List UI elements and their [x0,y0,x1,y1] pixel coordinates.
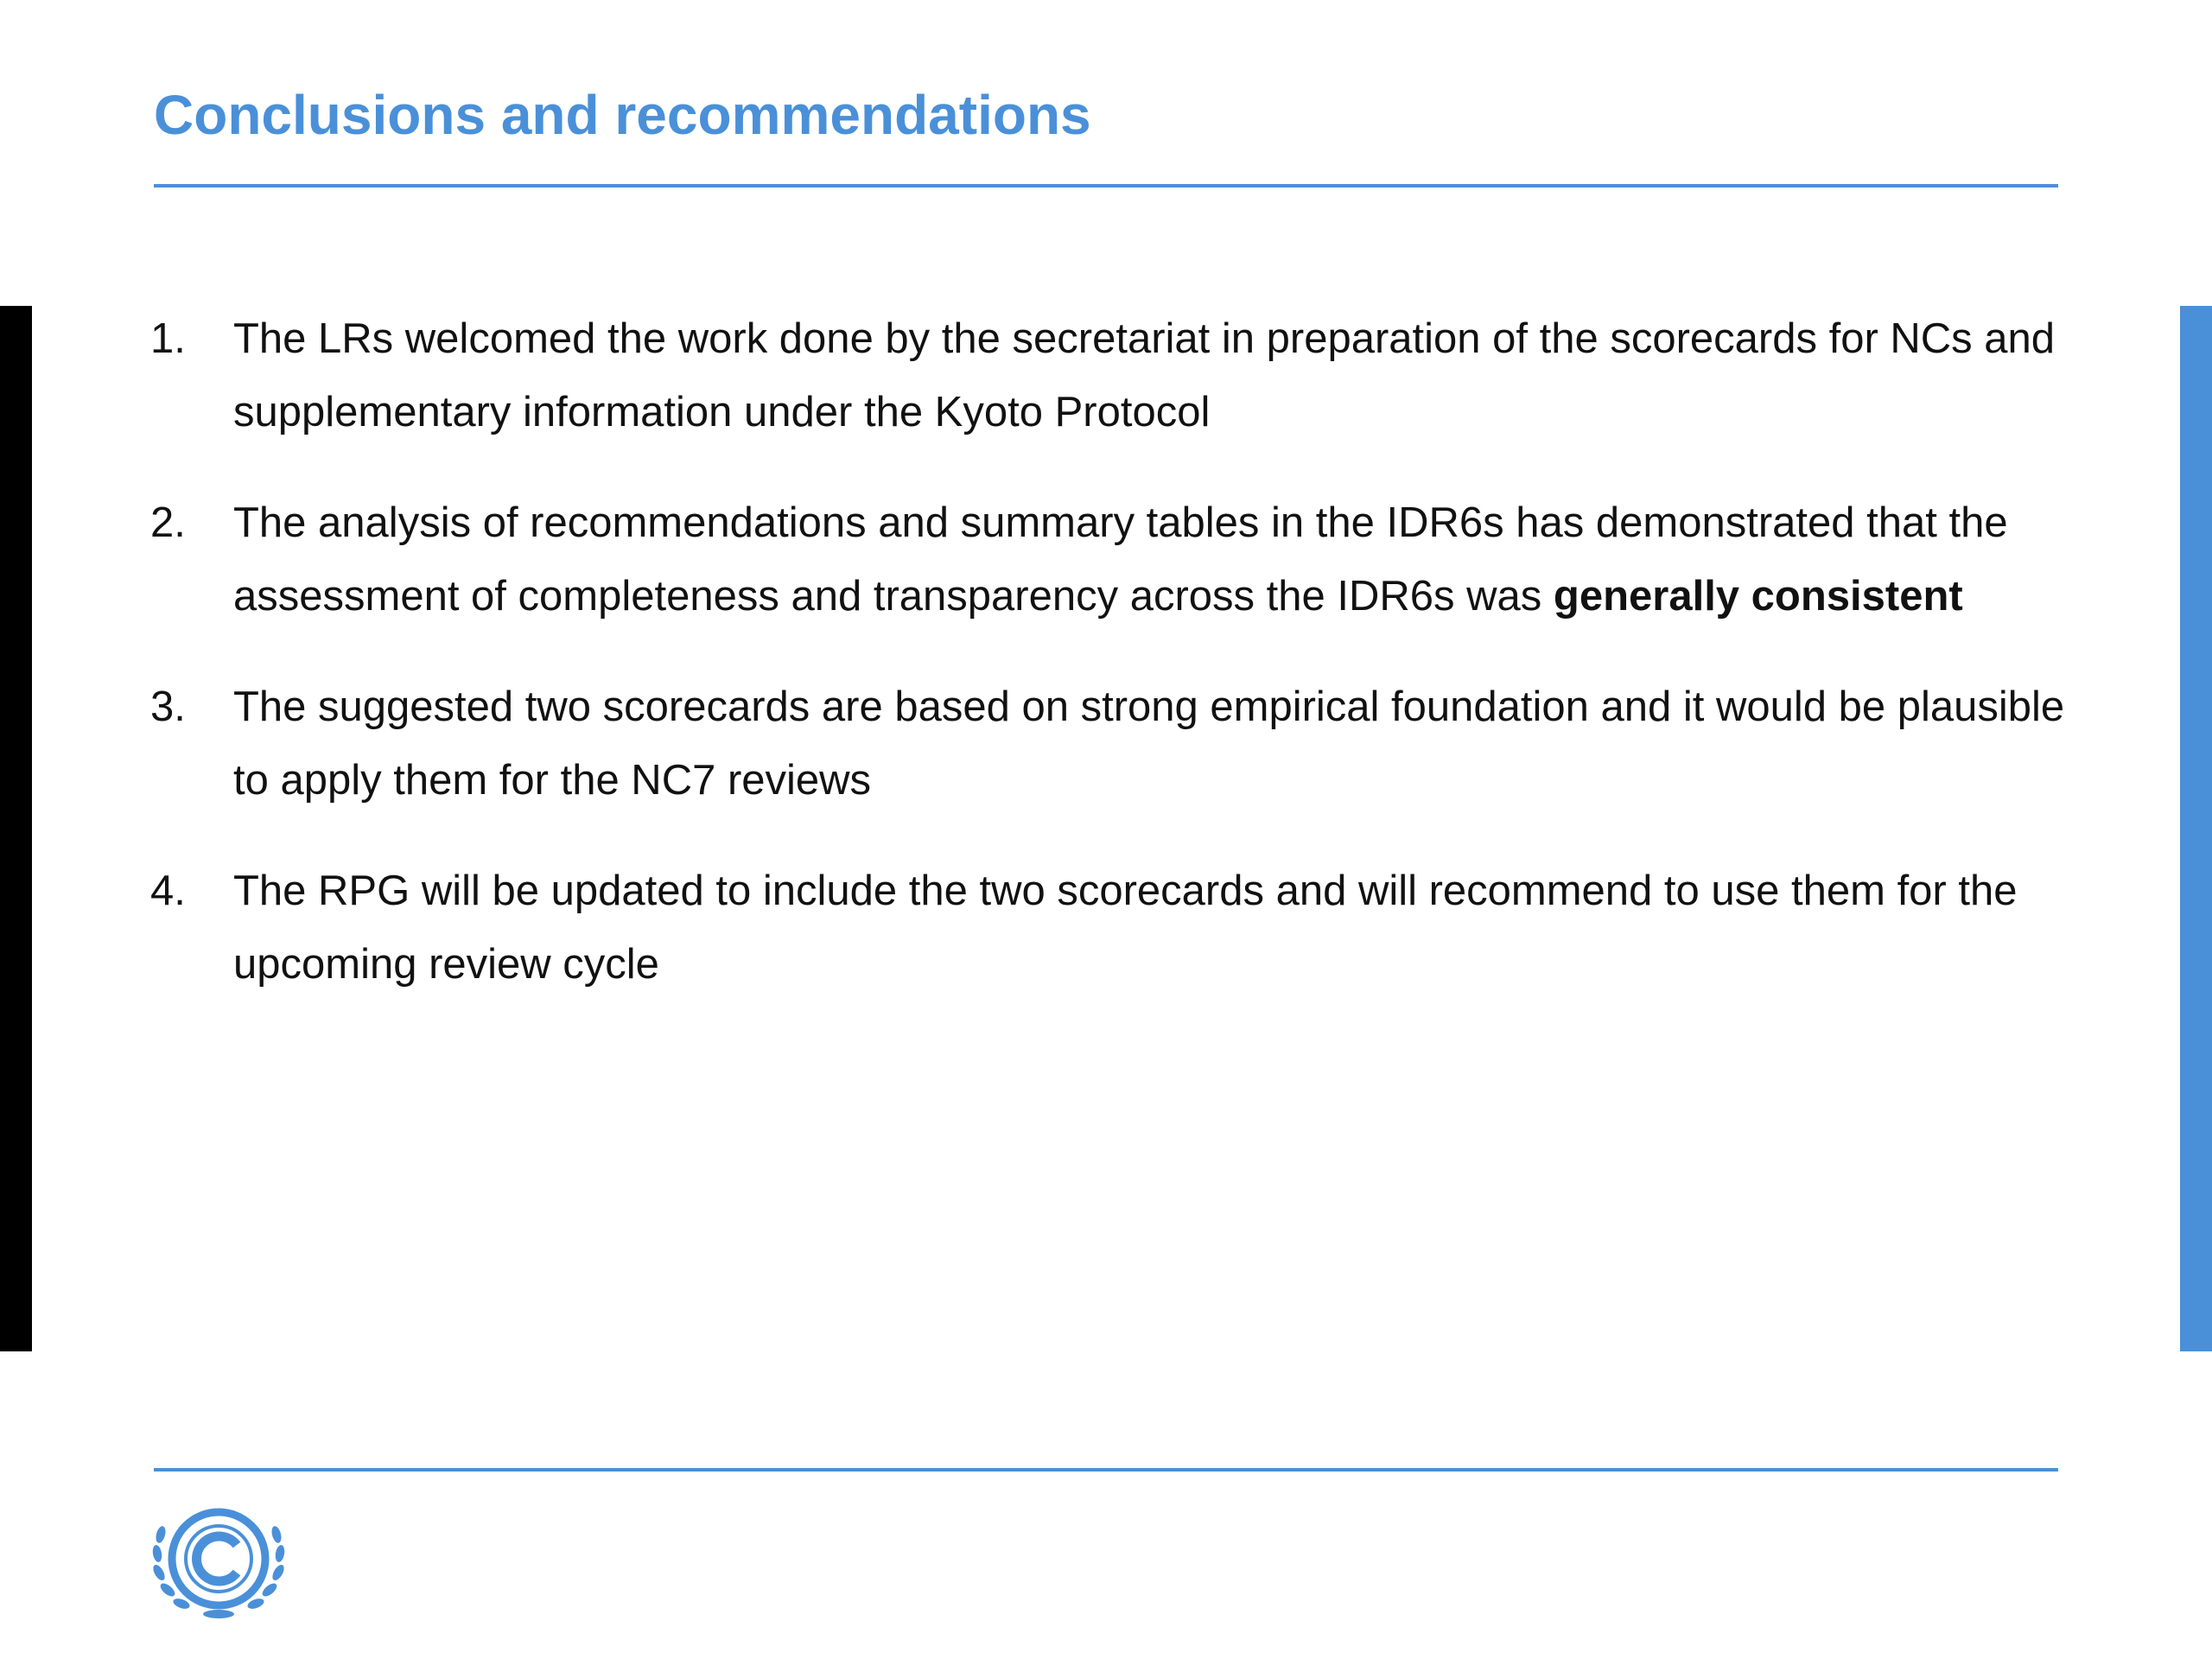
right-edge-bar [2180,306,2212,1351]
unfccc-logo [147,1503,290,1621]
item-number: 2. [150,499,186,546]
item-text: The suggested two scorecards are based on strong empirical foundation and it would be plausible to apply them for the NC7 reviews [233,683,2065,804]
title-divider [154,184,2058,188]
item-number: 3. [150,683,186,730]
item-text: The RPG will be updated to include the two scorecards and will recommend to use them for the upcoming review cycle [233,868,2018,988]
conclusions-list [147,302,2065,1039]
item-emphasis: generally consistent [1553,573,1963,620]
footer-divider [154,1468,2058,1471]
left-edge-bar [0,306,32,1351]
item-number: 4. [150,868,186,914]
list-item [147,855,2065,1001]
item-text: The analysis of recommendations and summary tables in the IDR6s has demonstrated that the assessment of completeness and transparency across the IDR6s was [233,499,2008,620]
item-number: 1. [150,315,186,362]
unfccc-laurel-c-emblem-icon [147,1503,290,1621]
item-text: The LRs welcomed the work done by the secretariat in preparation of the scorecards for NCs and supplementary information under the Kyoto Protocol [233,315,2056,435]
list-item [147,302,2065,449]
slide-title: Conclusions and recommendations [154,84,1091,146]
list-item [147,486,2065,633]
list-item [147,671,2065,817]
